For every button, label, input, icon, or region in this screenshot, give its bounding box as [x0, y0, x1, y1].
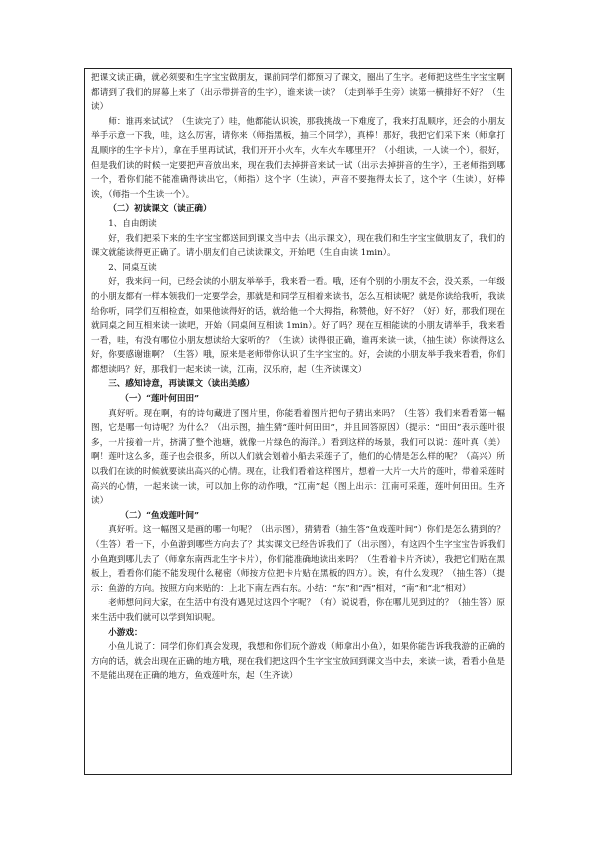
paragraph-teacher-reading: 师：谁再来试试？（生读完了）哇，他都能认识诶，那我挑战一下难度了，我来打乱顺序，还会的小朋友举手示意一下我，哇，这么厉害，请你来（师指黑板，抽三个同学），真棒！那好，我把它们采下来（师拿打乱顺序的生字卡片），拿在手里再试试，我们开开小火车，火车火车哪里开？（小组读，一人读一个），很好，但是我们读的时候一定要把声音放出来，现在我们去掉拼音来试一试（出示去掉拼音的生字），王老师指到哪一个，看你们能不能准确得读出它，（师指）这个字（生读），声音不要拖得太长了，这个字（生读），好棒诶，（师指一个生读一个）。	[91, 116, 505, 200]
paragraph-directions-life: 老师想问问大家，在生活中有没有遇见过这四个字呢？（有）说说看，你在哪儿见到过的？（抽生答）原来生活中我们就可以学到知识呢。	[91, 598, 505, 623]
paragraph-intro: 把课文读正确，就必须要和生字宝宝做朋友，课前同学们都预习了课文，圈出了生字。老师把这些生字宝宝啊都请到了我们的屏幕上来了（出示带拼音的生字），谁来读一读？（走到举手生旁）读第一横排好不好？（生读）	[91, 73, 505, 113]
paragraph-free-reading: 好，我们把采下来的生字宝宝都送回到课文当中去（出示课文），现在我们和生字宝宝做朋友了，我们的课文就能读得更正确了。请小朋友们自己读读课文，开始吧（生自由读 1min）。	[91, 233, 505, 259]
paragraph-fish-play: 真好听。这一幅图又是画的哪一句呢？（出示图），猜猜看（抽生答“鱼戏莲叶间”）你们是怎么猜到的？（生答）看一下，小鱼游到哪些方向去了？其实课文已经告诉我们了（出示图），有这四个生字宝宝告诉我们小鱼跑到哪儿去了（师拿东南西北生字卡片），你们能准确地读出来吗？（生看着卡片齐读），我把它们贴在黑板上，看看你们能不能发现什么秘密（师按方位把卡片贴在黑板的四方）。诶，有什么发现？（抽生答）（提示：鱼游的方向。按照方向来贴的：上北下南左西右东。小结：“东”和“西”相对，“南”和“北”相对）	[91, 525, 505, 594]
paragraph-partner-reading: 好，我来问一问，已经会读的小朋友举举手，我来看一看。哦，还有个别的小朋友不会，没关系，一年级的小朋友都有一样本领我们一定要学会，那就是和同学互相着来读书，怎么互相读呢？就是你读给我听，我读给你听，同学们互相检查，如果他读得好的话，就给他一个大拇指，称赞他，好不好？（好）好，那我们现在就同桌之间互相来读一读吧，开始（同桌间互相读 1min）。好了吗？现在互相能读的小朋友请举手，我来看一看，哇，有没有哪位小朋友想读给大家听的？（生读）读得很正确，谁再来读一读，（抽生读）你读得这么好，你要感谢谁啊？（生答）哦，原来是老师带你认识了生字宝宝的。好，会读的小朋友举手我来看看，你们都想读吗？好，那我们一起来读一读，江南，汉乐府，起（生齐读课文）	[91, 277, 505, 375]
subheading-lotus-leaves: （一）“莲叶何田田”	[120, 394, 200, 405]
heading-mini-game: 小游戏：	[108, 627, 143, 638]
section-heading-first-reading: （二）初读课文（读正确）	[108, 204, 212, 215]
paragraph-lotus-leaves: 真好听。现在啊，有的诗句藏进了图片里，你能看着图片把句子猜出来吗？（生答）我们来看看第一幅图，它是哪一句诗呢？为什么？（出示图，抽生猜“莲叶何田田”，并且回答原因）（提示：“田田”表示莲叶很多，一片接着一片，挤满了整个池塘，就像一片绿色的海洋。）看到这样的场景，我们可以说：莲叶真（美）啊！莲叶这么多，莲子也会很多，所以人们就会划着小船去采莲子了，他们的心情是怎么样的呢？（高兴）所以我们在读的时候就要读出高兴的心情。现在，让我们看着这样图片，想着一大片一大片的莲叶，带着采莲时高兴的心情，一起来读一读，可以加上你的动作哦，“江南”起（图上出示：江南可采莲，莲叶何田田。生齐读）	[91, 408, 505, 507]
step-free-reading: 1、自由朗读	[108, 218, 157, 229]
lesson-plan-table	[84, 68, 512, 775]
subheading-fish-play: （二）“鱼戏莲叶间”	[120, 510, 200, 521]
section-heading-perceive-poem: 三、感知诗意，再读课文（读出美感）	[108, 379, 255, 390]
lesson-plan-body	[85, 69, 511, 684]
step-partner-reading: 2、同桌互读	[108, 262, 157, 273]
paragraph-mini-game: 小鱼儿说了：同学们你们真会发现，我想和你们玩个游戏（师拿出小鱼），如果你能告诉我我游的正确的方向的话，就会出现在正确的地方哦，现在我们把这四个生字宝宝放回到课文当中去，来读一读，看看小鱼是不是能出现在正确的地方，鱼戏莲叶东，起（生齐读）	[91, 642, 505, 682]
